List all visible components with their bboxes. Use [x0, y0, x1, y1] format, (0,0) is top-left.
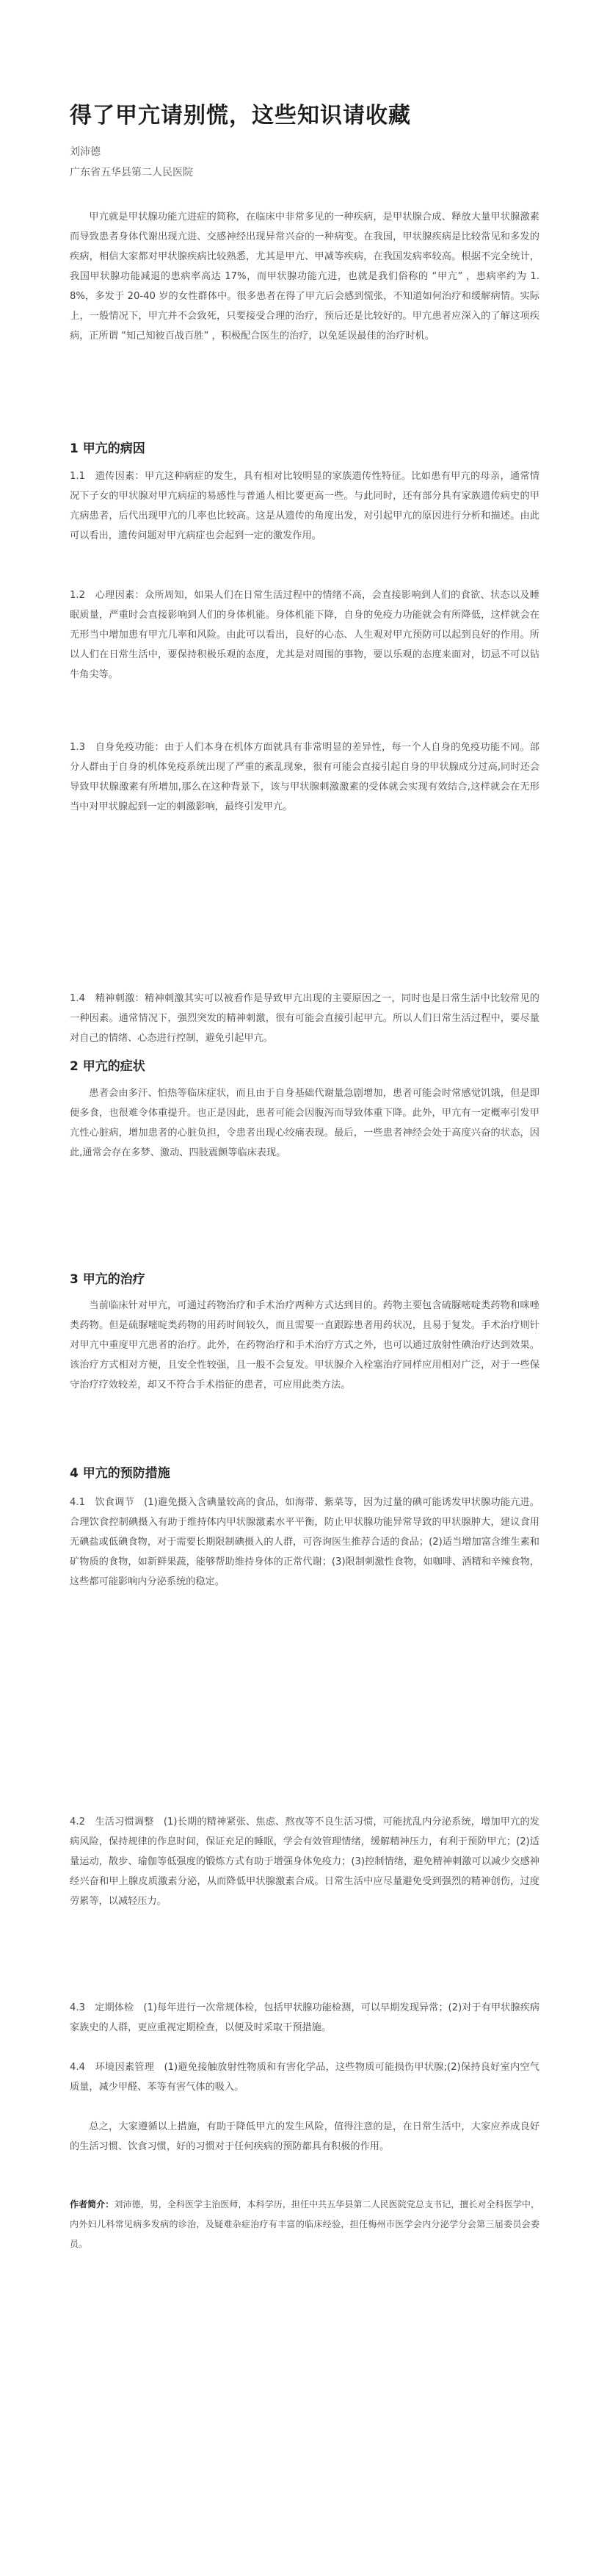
intro-paragraph: 甲亢就是甲状腺功能亢进症的简称，在临床中非常多见的一种疾病，是甲状腺合成、释放大量甲状腺激素而导致患者身体代谢出现亢进、交感神经出现异常兴奋的一种病变。在我国，甲状腺疾病是比较常见和多发的疾病，相信大家都对甲状腺疾病比较熟悉，尤其是甲亢、甲减等疾病，在我国发病率较高。根据不完全统计，我国甲状腺功能减退的患病率高达 17%，而甲状腺功能亢进，也就是我们俗称的 “甲亢” ，患病率约为 1.8%，多发于 20-40 岁的女性群体中。很多患者在得了甲亢后会感到慌张，不知道如何治疗和缓解病情。实际上，一般情况下，甲亢并不会致死，只要接受合理的治疗，预后还是比较好的。甲亢患者应深入的了解这项疾病，正所谓 “知己知彼百战百胜” ，积极配合医生的治疗，以免延误最佳的治疗时机。	[70, 212, 539, 342]
section-heading-prevention: 4 甲亢的预防措施	[70, 1466, 170, 1481]
author-bio-label: 作者简介：	[70, 2199, 115, 2209]
section-heading-treatment: 3 甲亢的治疗	[70, 1272, 145, 1287]
paragraph-environment-management: 4.4 环境因素管理 (1)避免接触放射性物质和有害化学品，这些物质可能损伤甲状腺;(2)保持良好室内空气质量，减少甲醛、苯等有害气体的吸入。	[70, 2062, 539, 2093]
section-heading-symptoms: 2 甲亢的症状	[70, 1059, 145, 1074]
paragraph-regular-checkup: 4.3 定期体检 (1)每年进行一次常规体检，包括甲状腺功能检测，可以早期发现异常；(2)对于有甲状腺疾病家族史的人群，更应重视定期检查，以便及时采取干预措施。	[70, 2002, 539, 2033]
article-title: 得了甲亢请别慌，这些知识请收藏	[70, 103, 411, 129]
author-bio-text: 刘沛德，男，全科医学主治医师，本科学历，担任中共五华县第二人民医院党总支书记，擅长对全科医学中，内外妇儿科常见病多发病的诊治，及疑难杂症治疗有丰富的临床经验，担任梅州市医学会内分泌学分会第三届委员会委员。	[70, 2199, 539, 2249]
section-heading-causes: 1 甲亢的病因	[70, 441, 145, 456]
paragraph-genetic-factor: 1.1 遗传因素：甲亢这种病症的发生，具有相对比较明显的家族遗传性特征。比如患有甲亢的母亲，通常情况下子女的甲状腺对甲亢病症的易感性与普通人相比要更高一些。与此同时，还有部分具有家族遗传病史的甲亢病患者，后代出现甲亢的几率也比较高。这是从遗传的角度出发，对引起甲亢的原因进行分析和描述。由此可以看出，遗传问题对甲亢病症也会起到一定的激发作用。	[70, 471, 539, 541]
paragraph-treatment: 当前临床针对甲亢，可通过药物治疗和手术治疗两种方式达到目的。药物主要包含硫脲嘧啶类药物和咪唑类药物。但是硫脲嘧啶类药物的用药时间较久，而且需要一直跟踪患者用药状况，且易于复发。手术治疗则针对甲亢中重度甲亢患者的治疗。此外，在药物治疗和手术治疗方式之外，也可以通过放射性碘治疗达到效果。该治疗方式相对方便，且安全性较强，且一般不会复发。甲状腺介入栓塞治疗同样应用相对广泛，对于一些保守治疗疗效较差，却又不符合手术指征的患者，可应用此类方法。	[70, 1300, 539, 1390]
paragraph-mental-stimulation: 1.4 精神刺激：精神刺激其实可以被看作是导致甲亢出现的主要原因之一，同时也是日常生活中比较常见的一种因素。通常情况下，强烈突发的精神刺激，很有可能会直接引起甲亢。所以人们日常生活过程中，要尽量对自己的情绪、心态进行控制，避免引起甲亢。	[70, 993, 539, 1044]
paragraph-lifestyle-adjustment: 4.2 生活习惯调整 (1)长期的精神紧张、焦虑、熬夜等不良生活习惯，可能扰乱内分泌系统，增加甲亢的发病风险，保持规律的作息时间，保证充足的睡眠，学会有效管理情绪，缓解精神压力，有利于预防甲亢；(2)适量运动，散步、瑜伽等低强度的锻炼方式有助于增强身体免疫力；(3)控制情绪，避免精神刺激可以减少交感神经兴奋和甲上腺皮质激素分泌，从而降低甲状腺激素合成。日常生活中应尽量避免受到强烈的精神创伤，过度劳累等，以减轻压力。	[70, 1816, 539, 1907]
paragraph-immune-factor: 1.3 自身免疫功能：由于人们本身在机体方面就具有非常明显的差异性，每一个人自身的免疫功能不同。部分人群由于自身的机体免疫系统出现了严重的紊乱现象，很有可能会直接引起自身的甲状腺成分过高,同时还会导致甲状腺激素有所增加,那么在这种背景下，该与甲状腺刺激激素的受体就会实现有效结合,这样就会在无形当中对甲状腺起到一定的刺激影响，最终引发甲亢。	[70, 742, 539, 812]
author-name: 刘沛德	[70, 146, 101, 158]
paragraph-conclusion: 总之，大家遵循以上措施，有助于降低甲亢的发生风险，值得注意的是，在日常生活中，大家应养成良好的生活习惯、饮食习惯，好的习惯对于任何疾病的预防都具有积极的作用。	[70, 2121, 539, 2152]
paragraph-symptoms: 患者会由多汗、怕热等临床症状，而且由于自身基础代谢量急剧增加，患者可能会时常感觉饥饿，但是即便多食，也很难令体重提升。也正是因此，患者可能会因腹泻而导致体重下降。此外，甲亢有一定概率引发甲亢性心脏病，增加患者的心脏负担，令患者出现心绞痛表现。最后，一些患者神经会处于高度兴奋的状态，因此,通常会存在多梦、激动、四肢震颤等临床表现。	[70, 1088, 539, 1158]
author-affiliation: 广东省五华县第二人民医院	[70, 167, 193, 178]
paragraph-diet-adjustment: 4.1 饮食调节 (1)避免摄入含碘量较高的食品，如海带、紫菜等，因为过量的碘可能诱发甲状腺功能亢进。合理饮食控制碘摄入有助于维持体内甲状腺激素水平平衡，防止甲状腺功能异常导致的甲状腺肿大，建议食用无碘盐或低碘食物，对于需要长期限制碘摄入的人群，可咨询医生推荐合适的食品；(2)适当增加富含维生素和矿物质的食物，如新鲜果蔬，能够帮助维持身体的正常代谢；(3)限制刺激性食物，如咖啡、酒精和辛辣食物，这些都可能影响内分泌系统的稳定。	[70, 1497, 539, 1587]
author-bio	[70, 2195, 539, 2254]
paragraph-psychological-factor: 1.2 心理因素：众所周知，如果人们在日常生活过程中的情绪不高，会直接影响到人们的食欲、状态以及睡眠质量，严重时会直接影响到人们的身体机能。身体机能下降，自身的免疫力功能就会有所降低，这样就会在无形当中增加患有甲亢几率和风险。由此可以看出，良好的心态、人生观对甲亢预防可以起到良好的作用。所以人们在日常生活中，要保持积极乐观的态度，尤其是对周围的事物，要以乐观的态度来面对，切忌不可以钻牛角尖等。	[70, 590, 539, 680]
